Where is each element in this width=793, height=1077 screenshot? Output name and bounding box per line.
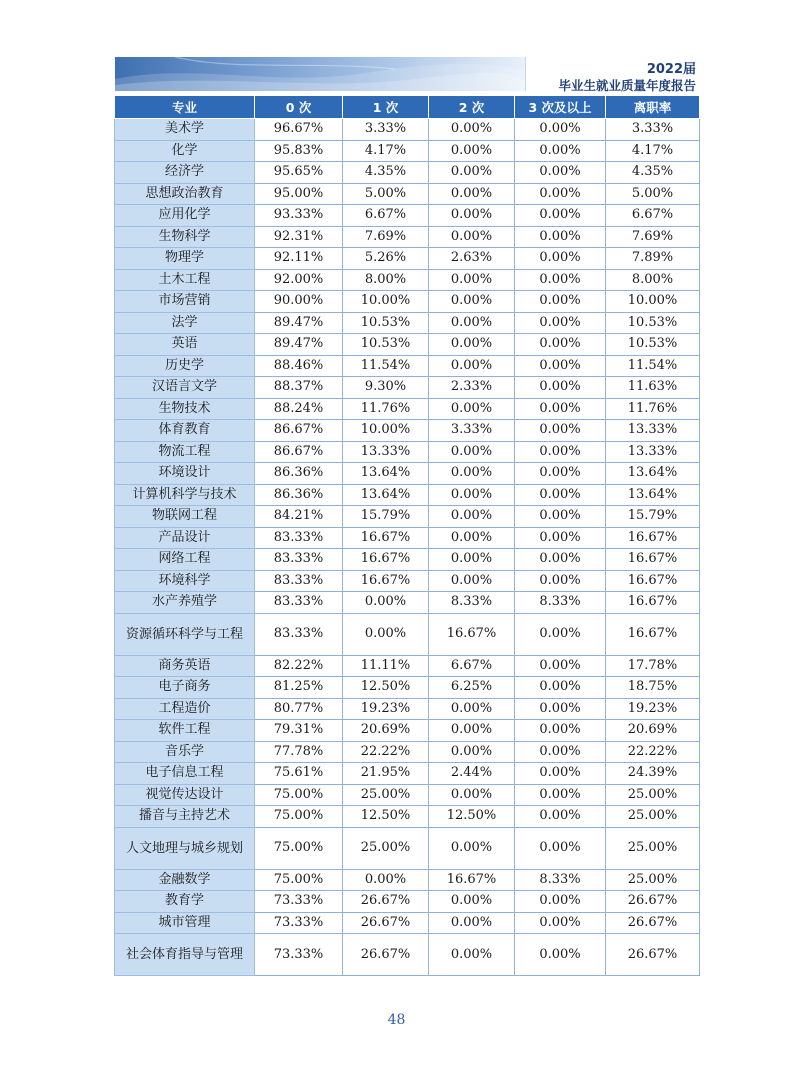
turnover-rate-cell: 25.00% [606,869,700,891]
table-row [115,377,700,399]
table-row [115,912,700,934]
turnover-rate-cell: 25.00% [606,827,700,869]
one-time-cell: 10.00% [343,291,429,313]
three-plus-cell: 0.00% [515,698,606,720]
zero-times-cell: 88.37% [255,377,343,399]
zero-times-cell: 86.67% [255,441,343,463]
zero-times-cell: 73.33% [255,934,343,976]
one-time-cell: 4.35% [343,162,429,184]
three-plus-cell: 0.00% [515,291,606,313]
three-plus-cell: 0.00% [515,248,606,270]
table-row [115,441,700,463]
major-cell: 体育教育 [115,420,255,442]
major-cell: 物理学 [115,248,255,270]
zero-times-cell: 92.11% [255,248,343,270]
two-times-cell: 0.00% [429,162,515,184]
turnover-rate-cell: 20.69% [606,720,700,742]
one-time-cell: 13.64% [343,463,429,485]
table-row [115,334,700,356]
zero-times-cell: 96.67% [255,119,343,141]
major-cell: 市场营销 [115,291,255,313]
table-row [115,205,700,227]
two-times-cell: 2.33% [429,377,515,399]
zero-times-cell: 92.00% [255,269,343,291]
table-row [115,784,700,806]
turnover-rate-cell: 16.67% [606,527,700,549]
one-time-cell: 16.67% [343,549,429,571]
two-times-cell: 8.33% [429,592,515,614]
table-row [115,720,700,742]
three-plus-cell: 0.00% [515,398,606,420]
two-times-cell: 0.00% [429,506,515,528]
table-row [115,677,700,699]
table-row [115,183,700,205]
table-row [115,269,700,291]
major-cell: 法学 [115,312,255,334]
two-times-cell: 6.25% [429,677,515,699]
turnover-rate-cell: 15.79% [606,506,700,528]
turnover-rate-cell: 3.33% [606,119,700,141]
major-cell: 计算机科学与技术 [115,484,255,506]
table-row [115,698,700,720]
three-plus-cell: 8.33% [515,869,606,891]
one-time-cell: 26.67% [343,912,429,934]
table-row [115,140,700,162]
table-row [115,806,700,828]
three-plus-cell: 0.00% [515,763,606,785]
one-time-cell: 21.95% [343,763,429,785]
major-cell: 应用化学 [115,205,255,227]
zero-times-cell: 88.46% [255,355,343,377]
three-plus-cell: 0.00% [515,720,606,742]
major-cell: 思想政治教育 [115,183,255,205]
two-times-cell: 12.50% [429,806,515,828]
zero-times-cell: 84.21% [255,506,343,528]
two-times-cell: 0.00% [429,934,515,976]
three-plus-cell: 8.33% [515,592,606,614]
two-times-cell: 0.00% [429,355,515,377]
zero-times-cell: 92.31% [255,226,343,248]
major-cell: 水产养殖学 [115,592,255,614]
zero-times-cell: 82.22% [255,655,343,677]
zero-times-cell: 95.83% [255,140,343,162]
table-row [115,463,700,485]
zero-times-cell: 79.31% [255,720,343,742]
two-times-cell: 6.67% [429,655,515,677]
one-time-cell: 25.00% [343,827,429,869]
table-row [115,398,700,420]
major-cell: 工程造价 [115,698,255,720]
three-plus-cell: 0.00% [515,420,606,442]
three-plus-cell: 0.00% [515,484,606,506]
table-row [115,506,700,528]
three-plus-cell: 0.00% [515,784,606,806]
major-cell: 物流工程 [115,441,255,463]
one-time-cell: 13.64% [343,484,429,506]
one-time-cell: 12.50% [343,677,429,699]
header-divider [525,57,526,91]
header-banner [115,57,525,91]
one-time-cell: 5.26% [343,248,429,270]
two-times-cell: 0.00% [429,784,515,806]
turnover-rate-cell: 5.00% [606,183,700,205]
one-time-cell: 9.30% [343,377,429,399]
turnover-rate-cell: 11.76% [606,398,700,420]
two-times-cell: 0.00% [429,891,515,913]
three-plus-cell: 0.00% [515,355,606,377]
turnover-rate-cell: 13.33% [606,420,700,442]
major-cell: 音乐学 [115,741,255,763]
turnover-rate-cell: 16.67% [606,592,700,614]
zero-times-cell: 89.47% [255,334,343,356]
two-times-cell: 0.00% [429,549,515,571]
two-times-cell: 0.00% [429,140,515,162]
major-cell: 土木工程 [115,269,255,291]
two-times-cell: 3.33% [429,420,515,442]
major-cell: 环境科学 [115,570,255,592]
two-times-cell: 0.00% [429,183,515,205]
three-plus-cell: 0.00% [515,677,606,699]
two-times-cell: 0.00% [429,398,515,420]
table-row [115,484,700,506]
turnover-rate-cell: 17.78% [606,655,700,677]
table-row [115,312,700,334]
table-body [115,119,700,976]
three-plus-cell: 0.00% [515,312,606,334]
two-times-cell: 0.00% [429,912,515,934]
major-cell: 金融数学 [115,869,255,891]
two-times-cell: 0.00% [429,291,515,313]
one-time-cell: 10.53% [343,334,429,356]
column-header-two-times: 2 次 [429,96,515,119]
table-row [115,934,700,976]
zero-times-cell: 86.36% [255,484,343,506]
three-plus-cell: 0.00% [515,183,606,205]
major-cell: 产品设计 [115,527,255,549]
table-row [115,869,700,891]
two-times-cell: 2.63% [429,248,515,270]
one-time-cell: 26.67% [343,934,429,976]
turnover-rate-cell: 26.67% [606,891,700,913]
column-header-major: 专业 [115,96,255,119]
two-times-cell: 0.00% [429,226,515,248]
turnover-rate-cell: 19.23% [606,698,700,720]
three-plus-cell: 0.00% [515,140,606,162]
table-row [115,355,700,377]
report-title: 毕业生就业质量年度报告 [558,78,696,93]
zero-times-cell: 83.33% [255,592,343,614]
turnover-rate-cell: 13.64% [606,484,700,506]
three-plus-cell: 0.00% [515,119,606,141]
one-time-cell: 10.53% [343,312,429,334]
one-time-cell: 15.79% [343,506,429,528]
one-time-cell: 6.67% [343,205,429,227]
major-cell: 历史学 [115,355,255,377]
zero-times-cell: 83.33% [255,570,343,592]
turnover-rate-cell: 11.63% [606,377,700,399]
one-time-cell: 11.54% [343,355,429,377]
turnover-rate-cell: 16.67% [606,613,700,655]
three-plus-cell: 0.00% [515,655,606,677]
table-row [115,570,700,592]
turnover-rate-cell: 25.00% [606,806,700,828]
three-plus-cell: 0.00% [515,441,606,463]
two-times-cell: 0.00% [429,527,515,549]
table-row [115,226,700,248]
zero-times-cell: 95.65% [255,162,343,184]
one-time-cell: 7.69% [343,226,429,248]
zero-times-cell: 81.25% [255,677,343,699]
turnover-rate-cell: 10.53% [606,334,700,356]
two-times-cell: 0.00% [429,312,515,334]
three-plus-cell: 0.00% [515,162,606,184]
one-time-cell: 3.33% [343,119,429,141]
table-row [115,763,700,785]
turnover-rate-cell: 16.67% [606,549,700,571]
zero-times-cell: 73.33% [255,912,343,934]
zero-times-cell: 75.00% [255,806,343,828]
three-plus-cell: 0.00% [515,741,606,763]
one-time-cell: 8.00% [343,269,429,291]
zero-times-cell: 83.33% [255,549,343,571]
one-time-cell: 16.67% [343,570,429,592]
two-times-cell: 0.00% [429,205,515,227]
one-time-cell: 20.69% [343,720,429,742]
one-time-cell: 11.11% [343,655,429,677]
zero-times-cell: 75.00% [255,869,343,891]
table-row [115,291,700,313]
major-cell: 资源循环科学与工程 [115,613,255,655]
three-plus-cell: 0.00% [515,806,606,828]
column-header-three-plus: 3 次及以上 [515,96,606,119]
major-cell: 网络工程 [115,549,255,571]
turnover-rate-cell: 16.67% [606,570,700,592]
table-row [115,248,700,270]
three-plus-cell: 0.00% [515,269,606,291]
major-cell: 人文地理与城乡规划 [115,827,255,869]
major-cell: 城市管理 [115,912,255,934]
two-times-cell: 0.00% [429,570,515,592]
zero-times-cell: 95.00% [255,183,343,205]
zero-times-cell: 83.33% [255,613,343,655]
turnover-rate-cell: 13.64% [606,463,700,485]
turnover-rate-cell: 4.17% [606,140,700,162]
zero-times-cell: 80.77% [255,698,343,720]
two-times-cell: 2.44% [429,763,515,785]
three-plus-cell: 0.00% [515,377,606,399]
page-number: 48 [387,1012,406,1028]
zero-times-cell: 75.61% [255,763,343,785]
major-cell: 化学 [115,140,255,162]
three-plus-cell: 0.00% [515,934,606,976]
column-header-turnover-rate: 离职率 [606,96,700,119]
zero-times-cell: 93.33% [255,205,343,227]
one-time-cell: 13.33% [343,441,429,463]
two-times-cell: 0.00% [429,334,515,356]
three-plus-cell: 0.00% [515,527,606,549]
two-times-cell: 0.00% [429,269,515,291]
major-cell: 汉语言文学 [115,377,255,399]
table-row [115,891,700,913]
report-year: 2022届 [646,62,696,77]
zero-times-cell: 73.33% [255,891,343,913]
three-plus-cell: 0.00% [515,570,606,592]
turnover-rate-cell: 22.22% [606,741,700,763]
one-time-cell: 0.00% [343,592,429,614]
major-cell: 物联网工程 [115,506,255,528]
three-plus-cell: 0.00% [515,549,606,571]
three-plus-cell: 0.00% [515,205,606,227]
turnover-rate-cell: 6.67% [606,205,700,227]
one-time-cell: 16.67% [343,527,429,549]
two-times-cell: 16.67% [429,613,515,655]
three-plus-cell: 0.00% [515,912,606,934]
turnover-rate-cell: 13.33% [606,441,700,463]
zero-times-cell: 90.00% [255,291,343,313]
turnover-rate-cell: 18.75% [606,677,700,699]
two-times-cell: 0.00% [429,463,515,485]
three-plus-cell: 0.00% [515,891,606,913]
major-cell: 软件工程 [115,720,255,742]
table-header-row [115,96,700,119]
wave-decoration-icon [115,57,525,91]
one-time-cell: 25.00% [343,784,429,806]
three-plus-cell: 0.00% [515,463,606,485]
column-header-one-time: 1 次 [343,96,429,119]
turnover-rate-cell: 26.67% [606,934,700,976]
two-times-cell: 0.00% [429,484,515,506]
three-plus-cell: 0.00% [515,506,606,528]
three-plus-cell: 0.00% [515,613,606,655]
two-times-cell: 16.67% [429,869,515,891]
turnover-rate-cell: 7.69% [606,226,700,248]
one-time-cell: 22.22% [343,741,429,763]
table-row [115,420,700,442]
major-cell: 社会体育指导与管理 [115,934,255,976]
two-times-cell: 0.00% [429,698,515,720]
major-cell: 经济学 [115,162,255,184]
one-time-cell: 0.00% [343,869,429,891]
major-cell: 商务英语 [115,655,255,677]
turnover-rate-cell: 25.00% [606,784,700,806]
turnover-rate-cell: 7.89% [606,248,700,270]
major-cell: 生物技术 [115,398,255,420]
three-plus-cell: 0.00% [515,827,606,869]
two-times-cell: 0.00% [429,741,515,763]
one-time-cell: 19.23% [343,698,429,720]
two-times-cell: 0.00% [429,441,515,463]
turnover-rate-cell: 11.54% [606,355,700,377]
zero-times-cell: 89.47% [255,312,343,334]
one-time-cell: 5.00% [343,183,429,205]
zero-times-cell: 86.67% [255,420,343,442]
three-plus-cell: 0.00% [515,226,606,248]
one-time-cell: 12.50% [343,806,429,828]
table-row [115,162,700,184]
one-time-cell: 11.76% [343,398,429,420]
table-row [115,592,700,614]
two-times-cell: 0.00% [429,720,515,742]
zero-times-cell: 75.00% [255,827,343,869]
turnover-rate-cell: 26.67% [606,912,700,934]
two-times-cell: 0.00% [429,827,515,869]
one-time-cell: 10.00% [343,420,429,442]
table-row [115,827,700,869]
one-time-cell: 4.17% [343,140,429,162]
one-time-cell: 0.00% [343,613,429,655]
major-cell: 英语 [115,334,255,356]
major-cell: 电子信息工程 [115,763,255,785]
table-row [115,655,700,677]
one-time-cell: 26.67% [343,891,429,913]
table-row [115,119,700,141]
major-cell: 视觉传达设计 [115,784,255,806]
table-row [115,527,700,549]
zero-times-cell: 88.24% [255,398,343,420]
table-row [115,549,700,571]
zero-times-cell: 86.36% [255,463,343,485]
major-cell: 电子商务 [115,677,255,699]
turnover-rate-cell: 10.00% [606,291,700,313]
zero-times-cell: 75.00% [255,784,343,806]
turnover-rate-cell: 10.53% [606,312,700,334]
column-header-zero-times: 0 次 [255,96,343,119]
zero-times-cell: 83.33% [255,527,343,549]
table-row [115,741,700,763]
two-times-cell: 0.00% [429,119,515,141]
major-cell: 播音与主持艺术 [115,806,255,828]
zero-times-cell: 77.78% [255,741,343,763]
major-cell: 美术学 [115,119,255,141]
major-cell: 环境设计 [115,463,255,485]
turnover-rate-cell: 4.35% [606,162,700,184]
table-row [115,613,700,655]
major-cell: 生物科学 [115,226,255,248]
turnover-rate-cell: 8.00% [606,269,700,291]
three-plus-cell: 0.00% [515,334,606,356]
major-cell: 教育学 [115,891,255,913]
turnover-table [114,95,700,976]
turnover-rate-cell: 24.39% [606,763,700,785]
